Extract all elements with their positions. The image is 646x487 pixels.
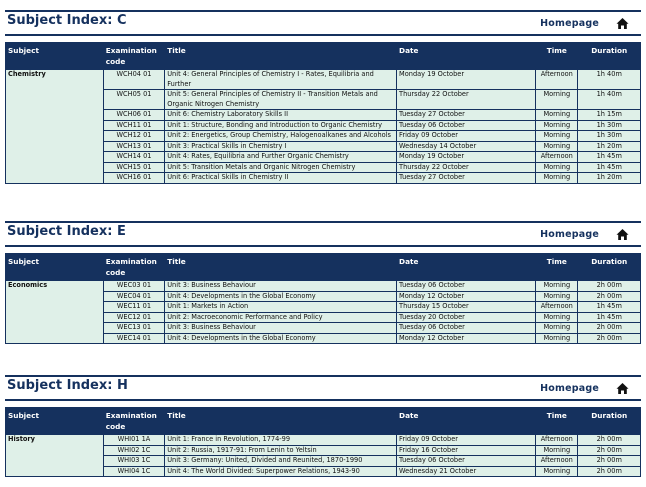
exam-table — [5, 253, 641, 344]
date-cell: Thursday 22 October — [397, 90, 536, 110]
subject-index-section — [5, 375, 641, 477]
home-icon[interactable] — [616, 15, 629, 28]
exam-code-cell: WCH16 01 — [103, 173, 164, 184]
duration-cell: 2h 00m — [578, 435, 641, 446]
time-cell: Morning — [536, 110, 578, 121]
table-row — [6, 281, 641, 292]
column-header: Duration — [578, 254, 641, 281]
duration-cell: 1h 30m — [578, 120, 641, 131]
time-cell: Morning — [536, 162, 578, 173]
time-cell: Morning — [536, 445, 578, 456]
duration-cell: 2h 00m — [578, 456, 641, 467]
duration-cell: 2h 00m — [578, 466, 641, 477]
date-cell: Wednesday 14 October — [397, 141, 536, 152]
title-cell: Unit 3: Business Behaviour — [165, 323, 397, 334]
exam-code-cell: WEC13 01 — [103, 323, 164, 334]
home-icon[interactable] — [616, 226, 629, 239]
duration-cell: 2h 00m — [578, 333, 641, 344]
exam-code-cell: WHI01 1A — [103, 435, 164, 446]
date-cell: Tuesday 06 October — [397, 456, 536, 467]
duration-cell: 1h 40m — [578, 70, 641, 90]
time-cell: Morning — [536, 90, 578, 110]
exam-table — [5, 42, 641, 184]
date-cell: Tuesday 20 October — [397, 312, 536, 323]
duration-cell: 2h 00m — [578, 281, 641, 292]
title-cell: Unit 6: Chemistry Laboratory Skills II — [165, 110, 397, 121]
date-cell: Wednesday 21 October — [397, 466, 536, 477]
exam-code-cell: WHI02 1C — [103, 445, 164, 456]
time-cell: Morning — [536, 281, 578, 292]
exam-code-cell: WHI04 1C — [103, 466, 164, 477]
column-header: Examination code — [103, 43, 164, 70]
date-cell: Tuesday 06 October — [397, 281, 536, 292]
exam-code-cell: WCH13 01 — [103, 141, 164, 152]
duration-cell: 1h 45m — [578, 152, 641, 163]
date-cell: Thursday 15 October — [397, 302, 536, 313]
exam-code-cell: WEC03 01 — [103, 281, 164, 292]
table-header-row — [6, 408, 641, 435]
duration-cell: 1h 45m — [578, 302, 641, 313]
duration-cell: 2h 00m — [578, 291, 641, 302]
time-cell: Morning — [536, 312, 578, 323]
duration-cell: 1h 45m — [578, 162, 641, 173]
column-header: Date — [397, 408, 536, 435]
exam-table — [5, 407, 641, 477]
date-cell: Monday 12 October — [397, 291, 536, 302]
column-header: Title — [165, 408, 397, 435]
date-cell: Monday 19 October — [397, 152, 536, 163]
title-cell: Unit 2: Macroeconomic Performance and Policy — [165, 312, 397, 323]
time-cell: Afternoon — [536, 302, 578, 313]
title-cell: Unit 4: Rates, Equilibria and Further Organic Chemistry — [165, 152, 397, 163]
time-cell: Afternoon — [536, 435, 578, 446]
time-cell: Morning — [536, 466, 578, 477]
exam-code-cell: WEC12 01 — [103, 312, 164, 323]
homepage-link[interactable]: Homepage — [540, 18, 599, 29]
title-cell: Unit 5: Transition Metals and Organic Nitrogen Chemistry — [165, 162, 397, 173]
table-header-row — [6, 43, 641, 70]
subject-cell: Chemistry — [6, 70, 104, 184]
title-cell: Unit 3: Practical Skills in Chemistry I — [165, 141, 397, 152]
time-cell: Morning — [536, 291, 578, 302]
date-cell: Tuesday 27 October — [397, 110, 536, 121]
exam-code-cell: WCH04 01 — [103, 70, 164, 90]
column-header: Date — [397, 254, 536, 281]
section-title: Subject Index: H — [7, 378, 128, 393]
time-cell: Afternoon — [536, 152, 578, 163]
title-cell: Unit 2: Energetics, Group Chemistry, Halogenoalkanes and Alcohols — [165, 131, 397, 142]
section-header — [5, 10, 641, 36]
time-cell: Afternoon — [536, 70, 578, 90]
date-cell: Monday 12 October — [397, 333, 536, 344]
title-cell: Unit 1: France in Revolution, 1774-99 — [165, 435, 397, 446]
exam-code-cell: WCH06 01 — [103, 110, 164, 121]
time-cell: Morning — [536, 333, 578, 344]
date-cell: Friday 09 October — [397, 435, 536, 446]
title-cell: Unit 4: General Principles of Chemistry I - Rates, Equilibria and Further — [165, 70, 397, 90]
column-header: Time — [536, 254, 578, 281]
exam-code-cell: WEC11 01 — [103, 302, 164, 313]
column-header: Title — [165, 254, 397, 281]
exam-code-cell: WCH11 01 — [103, 120, 164, 131]
column-header: Title — [165, 43, 397, 70]
duration-cell: 2h 00m — [578, 445, 641, 456]
time-cell: Afternoon — [536, 456, 578, 467]
exam-code-cell: WEC14 01 — [103, 333, 164, 344]
subject-cell: Economics — [6, 281, 104, 344]
exam-code-cell: WHI03 1C — [103, 456, 164, 467]
date-cell: Thursday 22 October — [397, 162, 536, 173]
date-cell: Tuesday 27 October — [397, 173, 536, 184]
title-cell: Unit 1: Markets in Action — [165, 302, 397, 313]
exam-code-cell: WCH14 01 — [103, 152, 164, 163]
column-header: Duration — [578, 43, 641, 70]
title-cell: Unit 2: Russia, 1917-91: From Lenin to Yeltsin — [165, 445, 397, 456]
exam-code-cell: WCH15 01 — [103, 162, 164, 173]
column-header: Date — [397, 43, 536, 70]
title-cell: Unit 5: General Principles of Chemistry II - Transition Metals and Organic Nitrogen Chemistry — [165, 90, 397, 110]
section-header — [5, 221, 641, 247]
duration-cell: 1h 30m — [578, 131, 641, 142]
exam-code-cell: WEC04 01 — [103, 291, 164, 302]
date-cell: Tuesday 06 October — [397, 120, 536, 131]
column-header: Subject — [6, 254, 104, 281]
column-header: Time — [536, 408, 578, 435]
home-icon[interactable] — [616, 380, 629, 393]
title-cell: Unit 1: Structure, Bonding and Introduction to Organic Chemistry — [165, 120, 397, 131]
section-title: Subject Index: C — [7, 13, 127, 28]
column-header: Examination code — [103, 408, 164, 435]
title-cell: Unit 4: The World Divided: Superpower Relations, 1943-90 — [165, 466, 397, 477]
homepage-link[interactable]: Homepage — [540, 383, 599, 394]
column-header: Examination code — [103, 254, 164, 281]
time-cell: Morning — [536, 120, 578, 131]
title-cell: Unit 3: Business Behaviour — [165, 281, 397, 292]
date-cell: Monday 19 October — [397, 70, 536, 90]
column-header: Time — [536, 43, 578, 70]
time-cell: Morning — [536, 131, 578, 142]
column-header: Subject — [6, 43, 104, 70]
time-cell: Morning — [536, 141, 578, 152]
duration-cell: 1h 20m — [578, 173, 641, 184]
duration-cell: 1h 15m — [578, 110, 641, 121]
title-cell: Unit 4: Developments in the Global Economy — [165, 333, 397, 344]
title-cell: Unit 3: Germany: United, Divided and Reunited, 1870-1990 — [165, 456, 397, 467]
duration-cell: 2h 00m — [578, 323, 641, 334]
duration-cell: 1h 45m — [578, 312, 641, 323]
column-header: Duration — [578, 408, 641, 435]
table-row — [6, 70, 641, 90]
date-cell: Friday 16 October — [397, 445, 536, 456]
subject-index-section — [5, 221, 641, 344]
exam-code-cell: WCH12 01 — [103, 131, 164, 142]
date-cell: Tuesday 06 October — [397, 323, 536, 334]
duration-cell: 1h 40m — [578, 90, 641, 110]
date-cell: Friday 09 October — [397, 131, 536, 142]
duration-cell: 1h 20m — [578, 141, 641, 152]
table-row — [6, 435, 641, 446]
subject-cell: History — [6, 435, 104, 477]
title-cell: Unit 4: Developments in the Global Economy — [165, 291, 397, 302]
title-cell: Unit 6: Practical Skills in Chemistry II — [165, 173, 397, 184]
homepage-link[interactable]: Homepage — [540, 229, 599, 240]
exam-code-cell: WCH05 01 — [103, 90, 164, 110]
subject-index-section — [5, 10, 641, 184]
column-header: Subject — [6, 408, 104, 435]
table-header-row — [6, 254, 641, 281]
section-header — [5, 375, 641, 401]
time-cell: Morning — [536, 173, 578, 184]
time-cell: Morning — [536, 323, 578, 334]
section-title: Subject Index: E — [7, 224, 126, 239]
